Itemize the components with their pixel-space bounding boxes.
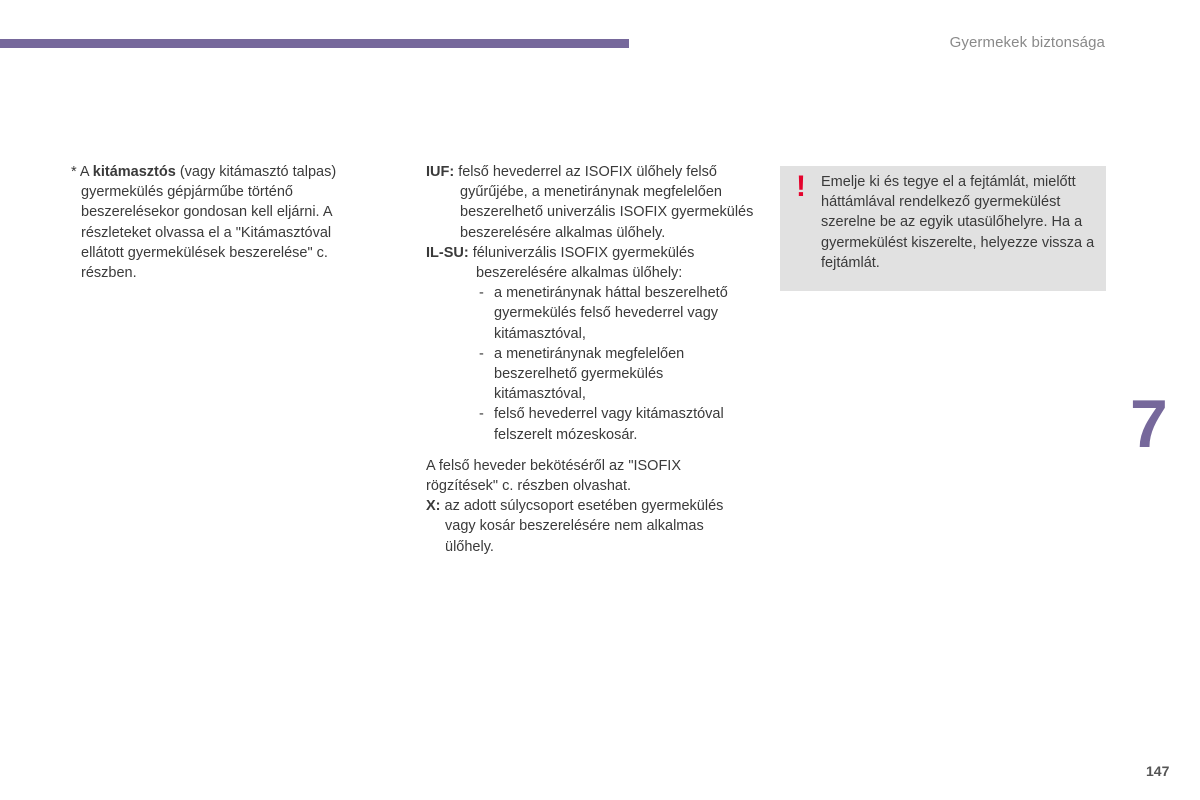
page-number: 147: [1146, 763, 1170, 779]
definition-ilsu-text: féluniverzális ISOFIX gyermekülés beszerelésére alkalmas ülőhely:: [468, 244, 695, 282]
list-item-text: felső hevederrel vagy kitámasztóval felszerelt mózeskosár.: [494, 406, 724, 443]
section-title: Gyermekek biztonsága: [949, 34, 1105, 51]
list-item-text: a menetiránynak háttal beszerelhető gyermekülés felső hevederrel vagy kitámasztóval,: [494, 285, 728, 342]
ilsu-bullet-list: [476, 283, 756, 445]
list-item-text: a menetiránynak megfelelően beszerelhető gyermekülés kitámasztóval,: [494, 345, 685, 403]
definition-ilsu: [426, 243, 756, 283]
isofix-note: A felső heveder bekötéséről az "ISOFIX rögzítések" c. részben olvashat.: [426, 457, 682, 495]
footnote-body: gyermekülés gépjárműbe történő beszerelésekor gondosan kell eljárni. A részleteket olvassa el a "Kitámasztóval ellátott gyermekülések beszerelése" c. részben.: [81, 184, 332, 282]
list-item: [476, 404, 756, 444]
spacer: [426, 445, 756, 456]
footnote-after: (vagy kitámasztó talpas): [175, 164, 337, 180]
term-ilsu: IL-SU:: [426, 244, 469, 261]
term-iuf: IUF:: [426, 164, 455, 180]
bullet-dash: -: [479, 345, 484, 362]
list-item: [476, 344, 756, 405]
warning-box: [780, 166, 1106, 291]
footnote-bold-term: kitámasztós: [92, 164, 176, 180]
list-item: [476, 283, 756, 344]
header-accent-bar: [0, 39, 629, 48]
bullet-dash: -: [479, 285, 484, 302]
definitions-column: [426, 162, 756, 557]
bullet-dash: -: [479, 406, 484, 423]
definition-x-text: az adott súlycsoport esetében gyermekülés vagy kosár beszerelésére nem alkalmas ülőhely.: [440, 498, 724, 555]
definition-iuf-text: felső hevederrel az ISOFIX ülőhely felső gyűrűjébe, a menetiránynak megfelelően beszerelhető univerzális ISOFIX gyermekülés beszerelésére alkalmas ülőhely.: [454, 164, 754, 241]
footnote-block: [71, 162, 371, 283]
term-x: X:: [426, 498, 441, 515]
chapter-number: 7: [1130, 386, 1168, 462]
footnote-first-line: [71, 162, 371, 182]
warning-text: Emelje ki és tegye el a fejtámlát, mielőtt háttámlával rendelkező gyermekülést szerelne be az egyik utasülőhelyre. Ha a gyermekülést kiszerelte, helyezze vissza a fejtámlát.: [821, 174, 1095, 271]
footnote-prefix: * A: [71, 164, 93, 180]
definition-x: [426, 496, 756, 557]
exclamation-icon: !: [796, 170, 806, 203]
definition-iuf: [426, 162, 756, 243]
